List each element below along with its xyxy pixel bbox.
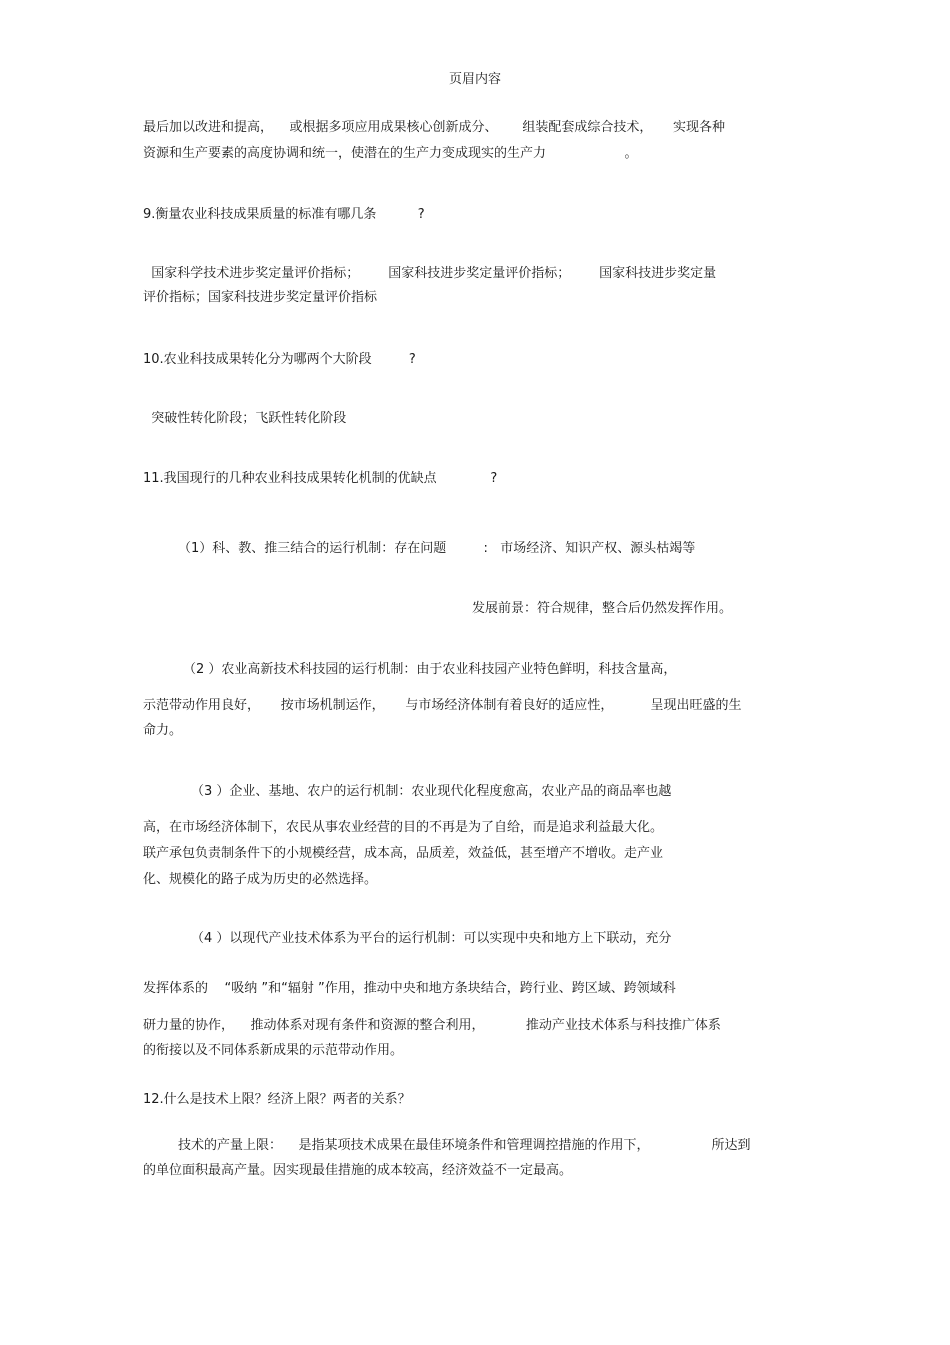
- answer-line: 示范带动作用良好， 按市场机制运作， 与市场经济体制有着良好的适应性， 呈现出旺盛的生: [143, 698, 742, 713]
- answer-line: （1）科、教、推三结合的运行机制：存在问题 : 市场经济、知识产权、源头枯竭等: [178, 541, 696, 556]
- paragraph-line: 最后加以改进和提高， 或根据多项应用成果核心创新成分、 组装配套成综合技术， 实现各种: [143, 120, 725, 135]
- page-header: 页眉内容: [448, 72, 501, 87]
- answer-line: 评价指标；国家科技进步奖定量评价指标: [143, 290, 378, 305]
- answer-line: 突破性转化阶段；飞跃性转化阶段: [143, 411, 347, 426]
- answer-line: 技术的产量上限： 是指某项技术成果在最佳环境条件和管理调控措施的作用下， 所达到: [178, 1138, 751, 1153]
- answer-line: 的衔接以及不同体系新成果的示范带动作用。: [143, 1043, 404, 1058]
- question-heading: 9.衡量农业科技成果质量的标准有哪几条 ?: [143, 207, 425, 222]
- question-heading: 10.农业科技成果转化分为哪两个大阶段 ?: [143, 352, 416, 367]
- answer-line: 高，在市场经济体制下，农民从事农业经营的目的不再是为了自给，而是追求利益最大化。: [143, 820, 664, 835]
- answer-line: 命力。: [143, 723, 183, 738]
- answer-line: 发挥体系的 “吸纳 ”和“辐射 ”作用，推动中央和地方条块结合，跨行业、跨区域、跨领域科: [143, 981, 676, 996]
- answer-line: 联产承包负责制条件下的小规模经营，成本高，品质差，效益低，甚至增产不增收。走产业: [143, 846, 664, 861]
- question-heading: 11.我国现行的几种农业科技成果转化机制的优缺点 ?: [143, 471, 498, 486]
- answer-line: （2 ）农业高新技术科技园的运行机制：由于农业科技园产业特色鲜明，科技含量高，: [183, 662, 677, 677]
- answer-line: 研力量的协作， 推动体系对现有条件和资源的整合利用， 推动产业技术体系与科技推广体系: [143, 1018, 721, 1033]
- answer-line: （3 ）企业、基地、农户的运行机制：农业现代化程度愈高，农业产品的商品率也越: [191, 784, 672, 799]
- paragraph-line: 资源和生产要素的高度协调和统一，使潜在的生产力变成现实的生产力 。: [143, 146, 638, 161]
- answer-line: 的单位面积最高产量。因实现最佳措施的成本较高，经济效益不一定最高。: [143, 1163, 573, 1178]
- answer-line: 化、规模化的路子成为历史的必然选择。: [143, 872, 378, 887]
- question-heading: 12.什么是技术上限？经济上限？两者的关系？: [143, 1092, 411, 1107]
- answer-line: 发展前景：符合规律，整合后仍然发挥作用。: [472, 601, 733, 616]
- answer-line: （4 ）以现代产业技术体系为平台的运行机制：可以实现中央和地方上下联动，充分: [191, 931, 672, 946]
- answer-line: 国家科学技术进步奖定量评价指标； 国家科技进步奖定量评价指标； 国家科技进步奖定量: [143, 266, 717, 281]
